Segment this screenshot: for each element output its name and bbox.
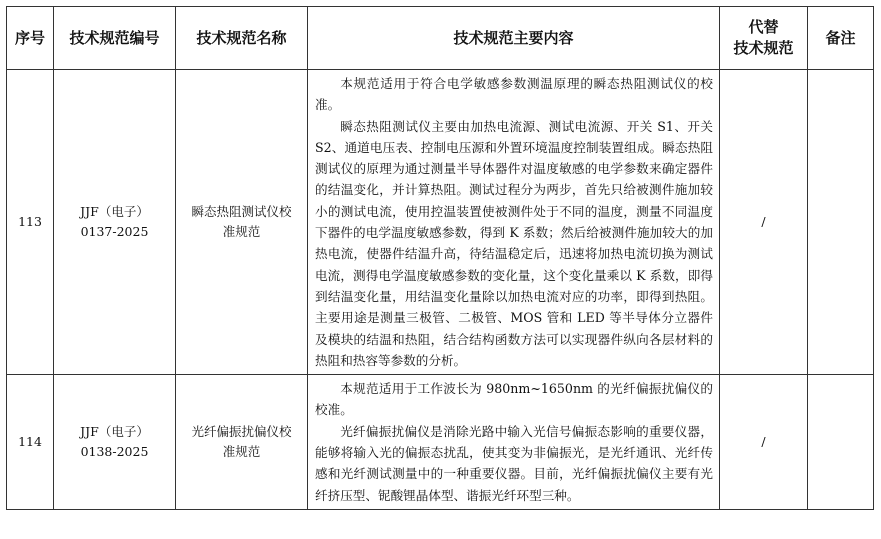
row-code-line2: 0138-2025 <box>80 444 149 460</box>
row-seq: 114 <box>7 375 54 510</box>
header-remark: 备注 <box>808 7 874 70</box>
spec-table <box>6 6 874 510</box>
table-header-row <box>7 7 874 70</box>
row-code-line2: 0137-2025 <box>80 224 149 240</box>
header-replace-line1: 代替 <box>748 18 779 36</box>
row-remark <box>808 375 874 510</box>
row-replace: / <box>720 70 808 375</box>
row-name-line1: 瞬态热阻测试仪校 <box>191 204 292 220</box>
row-code-line1: JJF（电子） <box>80 204 149 220</box>
header-name: 技术规范名称 <box>176 7 308 70</box>
content-paragraph: 光纤偏振扰偏仪是消除光路中输入光信号偏振态影响的重要仪器，能够将输入光的偏振态扰乱，使其变为非偏振光，是光纤通讯、光纤传感和光纤测试测量中的一种重要仪器。目前，光纤偏振扰偏仪主要有光纤挤压型、铌酸锂晶体型、谐振光纤环型三种。 <box>315 423 713 503</box>
row-seq: 113 <box>7 70 54 375</box>
row-replace: / <box>720 375 808 510</box>
header-seq: 序号 <box>7 7 54 70</box>
row-content <box>308 70 720 375</box>
table-row <box>7 375 874 510</box>
header-code: 技术规范编号 <box>54 7 176 70</box>
row-content <box>308 375 720 510</box>
row-name-line1: 光纤偏振扰偏仪校 <box>191 424 292 440</box>
header-content: 技术规范主要内容 <box>308 7 720 70</box>
row-name <box>176 375 308 510</box>
row-code <box>54 375 176 510</box>
content-paragraph: 瞬态热阻测试仪主要由加热电流源、测试电流源、开关 S1、开关 S2、通道电压表、控制电压源和外置环境温度控制装置组成。瞬态热阻测试仪的原理为通过测量半导体器件对温度敏感的电学参数来确定器件的结温变化，并计算热阻。测试过程分为两步，首先只给被测件施加较小的测试电流，使用控温装置使被测件处于不同的温度，测量不同温度下器件的电学温度敏感参数，得到 K 系数；然后给被测件施加较大的加热电流，使器件结温升高，待结温稳定后，迅速将加热电流切换为测试电流，测得电学温度敏感参数的变化量，这个变化量乘以 K 系数，即得到结温变化量，用结温变化量除以加热电流对应的功率，即得到热阻。主要用途是测量三极管、二极管、MOS 管和 LED 等半导体分立器件及模块的结温和热阻，结合结构函数方法可以实现器件纵向各层材料的热阻和热容等参数的分析。 <box>315 118 713 368</box>
content-paragraph: 本规范适用于符合电学敏感参数测温原理的瞬态热阻测试仪的校准。 <box>315 76 713 113</box>
row-name <box>176 70 308 375</box>
row-name-line2: 准规范 <box>222 224 261 240</box>
header-replace <box>720 7 808 70</box>
table-row <box>7 70 874 375</box>
header-replace-line2: 技术规范 <box>733 39 794 57</box>
row-code-line1: JJF（电子） <box>80 424 149 440</box>
row-name-line2: 准规范 <box>222 444 261 460</box>
content-paragraph: 本规范适用于工作波长为 980nm~1650nm 的光纤偏振扰偏仪的校准。 <box>315 381 713 418</box>
row-code <box>54 70 176 375</box>
row-remark <box>808 70 874 375</box>
